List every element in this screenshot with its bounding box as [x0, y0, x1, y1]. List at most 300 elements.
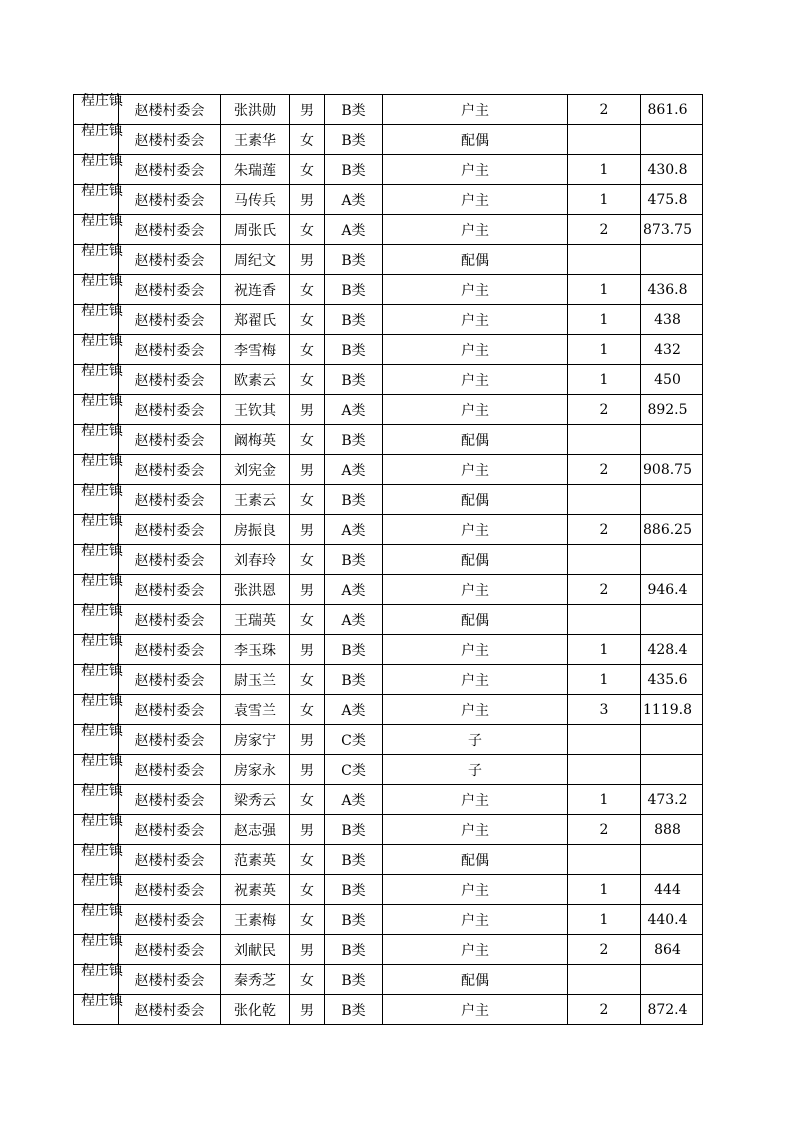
gender-cell: 女: [290, 305, 325, 335]
town-text: 程庄镇: [81, 93, 123, 109]
gender-cell: 女: [290, 125, 325, 155]
category-cell: B类: [325, 155, 383, 185]
gender-cell: 女: [290, 275, 325, 305]
count-cell: [568, 545, 641, 575]
name-cell: 李雪梅: [221, 335, 290, 365]
village-cell: 赵楼村委会: [119, 725, 221, 755]
name-cell: 王素云: [221, 485, 290, 515]
town-cell: [74, 273, 123, 305]
category-cell: A类: [325, 395, 383, 425]
village-cell: 赵楼村委会: [119, 845, 221, 875]
count-cell: 1: [568, 365, 641, 395]
village-cell: 赵楼村委会: [119, 785, 221, 815]
name-cell: 赵志强: [221, 815, 290, 845]
amount-cell: 475.8: [641, 185, 703, 215]
amount-cell: 438: [641, 305, 703, 335]
count-cell: 1: [568, 905, 641, 935]
town-text: 程庄镇: [81, 933, 123, 949]
amount-cell: 892.5: [641, 395, 703, 425]
name-cell: 李玉珠: [221, 635, 290, 665]
town-cell: [74, 843, 123, 875]
village-cell: 赵楼村委会: [119, 815, 221, 845]
table-row: [74, 305, 703, 335]
count-cell: [568, 965, 641, 995]
village-cell: 赵楼村委会: [119, 515, 221, 545]
town-text: 程庄镇: [81, 603, 123, 619]
category-cell: A类: [325, 575, 383, 605]
count-cell: 2: [568, 455, 641, 485]
amount-cell: 861.6: [641, 95, 703, 125]
town-cell: [74, 723, 123, 755]
gender-cell: 男: [290, 635, 325, 665]
town-text: 程庄镇: [81, 483, 123, 499]
name-cell: 尉玉兰: [221, 665, 290, 695]
count-cell: 2: [568, 215, 641, 245]
name-cell: 梁秀云: [221, 785, 290, 815]
relation-cell: 户主: [383, 905, 568, 935]
relation-cell: 户主: [383, 155, 568, 185]
town-cell: [74, 993, 123, 1025]
gender-cell: 男: [290, 185, 325, 215]
table-row: [74, 545, 703, 575]
table-row: [74, 395, 703, 425]
relation-cell: 配偶: [383, 425, 568, 455]
count-cell: 2: [568, 515, 641, 545]
town-text: 程庄镇: [81, 273, 123, 289]
town-cell: [74, 393, 123, 425]
count-cell: [568, 425, 641, 455]
table-row: [74, 695, 703, 725]
category-cell: A类: [325, 695, 383, 725]
town-text: 程庄镇: [81, 663, 123, 679]
amount-cell: 430.8: [641, 155, 703, 185]
town-cell: [74, 213, 123, 245]
town-text: 程庄镇: [81, 543, 123, 559]
category-cell: B类: [325, 665, 383, 695]
name-cell: 秦秀芝: [221, 965, 290, 995]
town-cell: [74, 513, 123, 545]
gender-cell: 男: [290, 755, 325, 785]
amount-cell: 908.75: [641, 455, 703, 485]
village-cell: 赵楼村委会: [119, 215, 221, 245]
amount-cell: 872.4: [641, 995, 703, 1025]
gender-cell: 女: [290, 545, 325, 575]
relation-cell: 户主: [383, 365, 568, 395]
village-cell: 赵楼村委会: [119, 935, 221, 965]
village-cell: 赵楼村委会: [119, 125, 221, 155]
town-text: 程庄镇: [81, 813, 123, 829]
relation-cell: 户主: [383, 515, 568, 545]
table-row: [74, 965, 703, 995]
count-cell: [568, 755, 641, 785]
town-cell: [74, 873, 123, 905]
relation-cell: 配偶: [383, 245, 568, 275]
town-text: 程庄镇: [81, 723, 123, 739]
village-cell: 赵楼村委会: [119, 905, 221, 935]
village-cell: 赵楼村委会: [119, 275, 221, 305]
town-text: 程庄镇: [81, 303, 123, 319]
category-cell: B类: [325, 305, 383, 335]
village-cell: 赵楼村委会: [119, 425, 221, 455]
category-cell: A类: [325, 215, 383, 245]
town-text: 程庄镇: [81, 753, 123, 769]
count-cell: 1: [568, 155, 641, 185]
town-cell: [74, 333, 123, 365]
town-cell: [74, 543, 123, 575]
relation-cell: 户主: [383, 95, 568, 125]
table-row: [74, 875, 703, 905]
relation-cell: 配偶: [383, 845, 568, 875]
table-row: [74, 935, 703, 965]
village-cell: 赵楼村委会: [119, 875, 221, 905]
category-cell: B类: [325, 485, 383, 515]
town-cell: [74, 423, 123, 455]
relation-cell: 户主: [383, 395, 568, 425]
relation-cell: 户主: [383, 305, 568, 335]
village-cell: 赵楼村委会: [119, 155, 221, 185]
town-text: 程庄镇: [81, 213, 123, 229]
table-row: [74, 335, 703, 365]
count-cell: 3: [568, 695, 641, 725]
gender-cell: 女: [290, 485, 325, 515]
relation-cell: 配偶: [383, 545, 568, 575]
table-row: [74, 815, 703, 845]
town-text: 程庄镇: [81, 453, 123, 469]
count-cell: 1: [568, 305, 641, 335]
gender-cell: 女: [290, 695, 325, 725]
town-cell: [74, 753, 123, 785]
amount-cell: [641, 485, 703, 515]
town-cell: [74, 573, 123, 605]
gender-cell: 男: [290, 455, 325, 485]
category-cell: B类: [325, 995, 383, 1025]
category-cell: A类: [325, 455, 383, 485]
town-text: 程庄镇: [81, 573, 123, 589]
relation-cell: 户主: [383, 875, 568, 905]
village-cell: 赵楼村委会: [119, 755, 221, 785]
name-cell: 刘春玲: [221, 545, 290, 575]
gender-cell: 女: [290, 665, 325, 695]
amount-cell: [641, 755, 703, 785]
gender-cell: 女: [290, 215, 325, 245]
relation-cell: 子: [383, 725, 568, 755]
category-cell: B类: [325, 875, 383, 905]
table-row: [74, 455, 703, 485]
town-cell: [74, 123, 123, 155]
table-row: [74, 245, 703, 275]
name-cell: 王素梅: [221, 905, 290, 935]
town-text: 程庄镇: [81, 153, 123, 169]
name-cell: 郑翟氏: [221, 305, 290, 335]
name-cell: 马传兵: [221, 185, 290, 215]
amount-cell: 873.75: [641, 215, 703, 245]
relation-cell: 户主: [383, 935, 568, 965]
village-cell: 赵楼村委会: [119, 305, 221, 335]
count-cell: 1: [568, 635, 641, 665]
village-cell: 赵楼村委会: [119, 335, 221, 365]
village-cell: 赵楼村委会: [119, 365, 221, 395]
gender-cell: 男: [290, 395, 325, 425]
name-cell: 王素华: [221, 125, 290, 155]
gender-cell: 男: [290, 95, 325, 125]
table-row: [74, 635, 703, 665]
count-cell: [568, 485, 641, 515]
table-row: [74, 185, 703, 215]
table-row: [74, 995, 703, 1025]
table-row: [74, 575, 703, 605]
name-cell: 周纪文: [221, 245, 290, 275]
table-row: [74, 485, 703, 515]
count-cell: 2: [568, 95, 641, 125]
category-cell: B类: [325, 425, 383, 455]
town-cell: [74, 963, 123, 995]
relation-cell: 户主: [383, 575, 568, 605]
town-cell: [74, 903, 123, 935]
gender-cell: 女: [290, 335, 325, 365]
village-cell: 赵楼村委会: [119, 605, 221, 635]
relation-cell: 配偶: [383, 605, 568, 635]
category-cell: A类: [325, 605, 383, 635]
town-cell: [74, 363, 123, 395]
amount-cell: [641, 245, 703, 275]
name-cell: 王瑞英: [221, 605, 290, 635]
table-row: [74, 605, 703, 635]
relation-cell: 户主: [383, 665, 568, 695]
name-cell: 张化乾: [221, 995, 290, 1025]
name-cell: 房家宁: [221, 725, 290, 755]
village-cell: 赵楼村委会: [119, 665, 221, 695]
count-cell: 2: [568, 575, 641, 605]
town-text: 程庄镇: [81, 393, 123, 409]
name-cell: 阚梅英: [221, 425, 290, 455]
amount-cell: 444: [641, 875, 703, 905]
category-cell: B类: [325, 125, 383, 155]
town-text: 程庄镇: [81, 363, 123, 379]
gender-cell: 男: [290, 515, 325, 545]
town-text: 程庄镇: [81, 243, 123, 259]
village-cell: 赵楼村委会: [119, 245, 221, 275]
relation-cell: 户主: [383, 275, 568, 305]
town-cell: [74, 243, 123, 275]
town-text: 程庄镇: [81, 963, 123, 979]
town-cell: [74, 783, 123, 815]
name-cell: 刘献民: [221, 935, 290, 965]
relation-cell: 户主: [383, 695, 568, 725]
gender-cell: 女: [290, 605, 325, 635]
town-cell: [74, 633, 123, 665]
count-cell: [568, 245, 641, 275]
town-text: 程庄镇: [81, 873, 123, 889]
category-cell: B类: [325, 905, 383, 935]
table-row: [74, 155, 703, 185]
gender-cell: 女: [290, 905, 325, 935]
count-cell: 1: [568, 665, 641, 695]
category-cell: A类: [325, 515, 383, 545]
count-cell: 2: [568, 935, 641, 965]
table-row: [74, 515, 703, 545]
village-cell: 赵楼村委会: [119, 485, 221, 515]
town-text: 程庄镇: [81, 693, 123, 709]
relation-cell: 户主: [383, 995, 568, 1025]
count-cell: 1: [568, 185, 641, 215]
name-cell: 房振良: [221, 515, 290, 545]
count-cell: [568, 845, 641, 875]
relation-cell: 户主: [383, 335, 568, 365]
amount-cell: 1119.8: [641, 695, 703, 725]
town-cell: [74, 813, 123, 845]
village-cell: 赵楼村委会: [119, 965, 221, 995]
amount-cell: 946.4: [641, 575, 703, 605]
town-text: 程庄镇: [81, 843, 123, 859]
table-row: [74, 95, 703, 125]
village-cell: 赵楼村委会: [119, 185, 221, 215]
category-cell: B类: [325, 365, 383, 395]
amount-cell: 432: [641, 335, 703, 365]
table-row: [74, 665, 703, 695]
category-cell: B类: [325, 965, 383, 995]
town-cell: [74, 183, 123, 215]
town-text: 程庄镇: [81, 993, 123, 1009]
table-row: [74, 845, 703, 875]
amount-cell: 864: [641, 935, 703, 965]
gender-cell: 男: [290, 815, 325, 845]
name-cell: 祝素英: [221, 875, 290, 905]
gender-cell: 男: [290, 575, 325, 605]
gender-cell: 男: [290, 995, 325, 1025]
count-cell: 1: [568, 785, 641, 815]
count-cell: 1: [568, 335, 641, 365]
relation-cell: 户主: [383, 635, 568, 665]
name-cell: 刘宪金: [221, 455, 290, 485]
relation-cell: 配偶: [383, 965, 568, 995]
village-cell: 赵楼村委会: [119, 95, 221, 125]
town-cell: [74, 303, 123, 335]
amount-cell: 428.4: [641, 635, 703, 665]
name-cell: 周张氏: [221, 215, 290, 245]
category-cell: C类: [325, 725, 383, 755]
gender-cell: 女: [290, 875, 325, 905]
roster-body: [74, 95, 703, 1025]
name-cell: 张洪恩: [221, 575, 290, 605]
relation-cell: 配偶: [383, 125, 568, 155]
village-cell: 赵楼村委会: [119, 695, 221, 725]
name-cell: 朱瑞莲: [221, 155, 290, 185]
relation-cell: 户主: [383, 215, 568, 245]
gender-cell: 男: [290, 245, 325, 275]
village-cell: 赵楼村委会: [119, 575, 221, 605]
town-cell: [74, 693, 123, 725]
town-cell: [74, 933, 123, 965]
table-row: [74, 725, 703, 755]
category-cell: A类: [325, 185, 383, 215]
category-cell: B类: [325, 635, 383, 665]
count-cell: [568, 725, 641, 755]
gender-cell: 女: [290, 845, 325, 875]
town-text: 程庄镇: [81, 783, 123, 799]
relation-cell: 户主: [383, 455, 568, 485]
category-cell: B类: [325, 335, 383, 365]
gender-cell: 女: [290, 155, 325, 185]
category-cell: C类: [325, 755, 383, 785]
town-cell: [74, 453, 123, 485]
category-cell: A类: [325, 785, 383, 815]
relation-cell: 户主: [383, 185, 568, 215]
gender-cell: 男: [290, 935, 325, 965]
amount-cell: [641, 725, 703, 755]
village-cell: 赵楼村委会: [119, 545, 221, 575]
gender-cell: 女: [290, 365, 325, 395]
gender-cell: 女: [290, 785, 325, 815]
amount-cell: 450: [641, 365, 703, 395]
roster-table: [73, 94, 703, 1025]
village-cell: 赵楼村委会: [119, 635, 221, 665]
village-cell: 赵楼村委会: [119, 995, 221, 1025]
name-cell: 袁雪兰: [221, 695, 290, 725]
town-cell: [74, 93, 123, 125]
amount-cell: [641, 845, 703, 875]
table-row: [74, 785, 703, 815]
relation-cell: 户主: [383, 815, 568, 845]
amount-cell: [641, 125, 703, 155]
category-cell: B类: [325, 275, 383, 305]
town-text: 程庄镇: [81, 183, 123, 199]
town-cell: [74, 483, 123, 515]
relation-cell: 配偶: [383, 485, 568, 515]
name-cell: 祝连香: [221, 275, 290, 305]
name-cell: 王钦其: [221, 395, 290, 425]
gender-cell: 女: [290, 425, 325, 455]
table-row: [74, 365, 703, 395]
count-cell: 2: [568, 995, 641, 1025]
count-cell: [568, 605, 641, 635]
name-cell: 房家永: [221, 755, 290, 785]
amount-cell: [641, 965, 703, 995]
town-text: 程庄镇: [81, 633, 123, 649]
town-text: 程庄镇: [81, 333, 123, 349]
name-cell: 张洪勋: [221, 95, 290, 125]
town-text: 程庄镇: [81, 903, 123, 919]
town-text: 程庄镇: [81, 513, 123, 529]
table-row: [74, 905, 703, 935]
count-cell: 2: [568, 395, 641, 425]
village-cell: 赵楼村委会: [119, 455, 221, 485]
table-row: [74, 125, 703, 155]
amount-cell: [641, 605, 703, 635]
category-cell: B类: [325, 95, 383, 125]
count-cell: [568, 125, 641, 155]
category-cell: B类: [325, 935, 383, 965]
table-row: [74, 425, 703, 455]
table-row: [74, 215, 703, 245]
relation-cell: 子: [383, 755, 568, 785]
table-row: [74, 755, 703, 785]
category-cell: B类: [325, 845, 383, 875]
town-cell: [74, 603, 123, 635]
count-cell: 1: [568, 275, 641, 305]
amount-cell: 436.8: [641, 275, 703, 305]
category-cell: B类: [325, 815, 383, 845]
category-cell: B类: [325, 245, 383, 275]
category-cell: B类: [325, 545, 383, 575]
amount-cell: 473.2: [641, 785, 703, 815]
amount-cell: [641, 425, 703, 455]
amount-cell: 435.6: [641, 665, 703, 695]
village-cell: 赵楼村委会: [119, 395, 221, 425]
name-cell: 欧素云: [221, 365, 290, 395]
gender-cell: 女: [290, 965, 325, 995]
name-cell: 范素英: [221, 845, 290, 875]
relation-cell: 户主: [383, 785, 568, 815]
